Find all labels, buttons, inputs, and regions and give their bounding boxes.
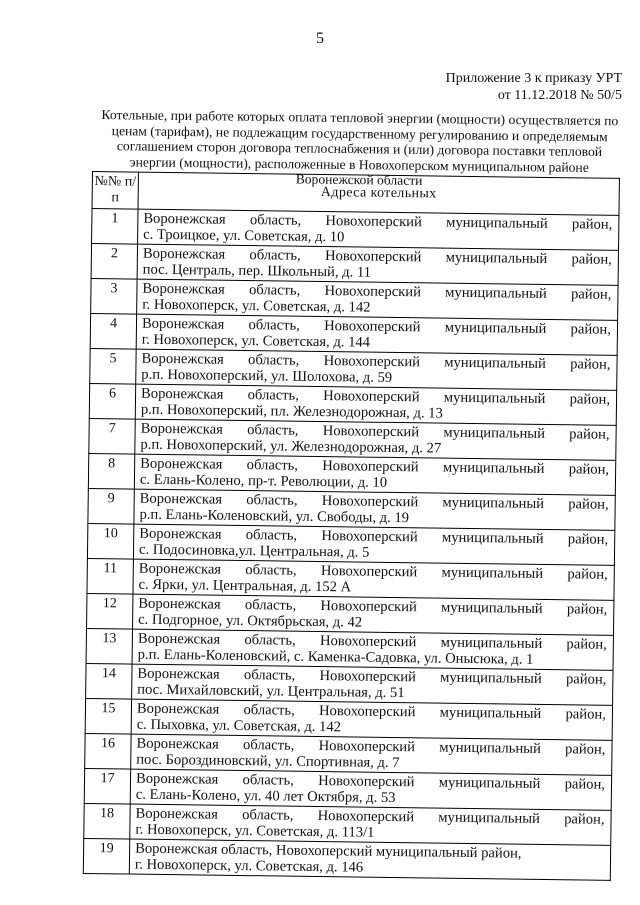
address-locality-line: г. Новохоперск, ул. Советская, д. 144 <box>141 331 371 351</box>
address-region-line: Воронежская область, Новохоперский муниципальный район, <box>141 315 612 338</box>
address-locality-line: с. Елань-Колено, ул. 40 лет Октября, д. 53 <box>135 786 396 807</box>
address-locality-line: с. Подгорное, ул. Октябрьская, д. 42 <box>138 611 363 631</box>
address-locality-line: г. Новохоперск, ул. Советская, д. 146 <box>134 856 364 876</box>
address-region-line: Воронежская область, Новохоперский муниципальный район, <box>141 350 611 373</box>
appendix-line-2: от 11.12.2018 № 50/5 <box>497 88 622 103</box>
row-number: 10 <box>87 523 133 559</box>
row-number: 19 <box>83 838 129 874</box>
address-locality-line: р.п. Новохоперский, ул. Железнодорожная, д. 27 <box>140 436 442 457</box>
boiler-addresses-table-wrapper <box>83 171 620 881</box>
address-locality-line: с. Троицкое, ул. Советская, д. 10 <box>143 226 345 246</box>
row-number: 3 <box>91 278 137 314</box>
address-region-line: Воронежская область, Новохоперский муниципальный район, <box>140 385 611 408</box>
address-locality-line: р.п. Новохоперский, ул. Шолохова, д. 59 <box>141 366 393 386</box>
row-number: 8 <box>88 453 134 489</box>
page-number: 5 <box>316 30 324 47</box>
boiler-addresses-table <box>83 171 620 881</box>
address-region-line: Воронежская область, Новохоперский муниципальный район, <box>137 665 607 688</box>
address-locality-line: пос. Централь, пер. Школьный, д. 11 <box>142 261 372 281</box>
address-locality-line: р.п. Елань-Коленовский, с. Каменка-Садовка, ул. Онысюка, д. 1 <box>137 646 534 668</box>
document-heading: Котельные, при работе которых оплата тепловой энергии (мощности) осуществляется по ценам (тарифам), не подлежащим государственному регулированию и определяемым соглашением сторон договора теплоснабжения и (или) договора поставки тепловой энергии (мощности), расположенные в Новохоперском муниципальном районе Воронежской области <box>101 107 619 188</box>
address-locality-line: с. Ярки, ул. Центральная, д. 152 А <box>138 576 352 596</box>
row-number: 11 <box>87 558 133 594</box>
row-number: 7 <box>89 418 135 454</box>
address-region-line: Воронежская область, Новохоперский муниципальный район, <box>137 630 607 653</box>
table-body <box>83 209 619 881</box>
appendix-line-1: Приложение 3 к приказу УРТ <box>445 71 622 86</box>
address-region-line: Воронежская область, Новохоперский муниципальный район, <box>142 245 612 268</box>
address-region-line: Воронежская область, Новохоперский муниципальный район, <box>138 595 608 618</box>
row-number: 15 <box>85 698 131 734</box>
address-locality-line: с. Елань-Колено, пр-т. Революции, д. 10 <box>139 471 388 491</box>
address-locality-line: р.п. Елань-Коленовский, ул. Свободы, д. 19 <box>139 506 410 527</box>
address-locality-line: с. Подосиновка,ул. Центральная, д. 5 <box>138 541 370 561</box>
address-region-line: Воронежская область, Новохоперский муниципальный район, <box>139 525 609 548</box>
address-locality-line: с. Пыховка, ул. Советская, д. 142 <box>136 716 342 736</box>
address-region-line: Воронежская область, Новохоперский муниципальный район, <box>142 280 612 303</box>
address-region-line: Воронежская область, Новохоперский муниципальный район, <box>135 805 605 828</box>
row-number: 4 <box>90 313 136 349</box>
header-address: Адреса котельных <box>138 172 619 215</box>
address-locality-line: г. Новохоперск, ул. Советская, д. 113/1 <box>135 821 375 841</box>
address-locality-line: пос. Михайловский, ул. Центральная, д. 51 <box>137 681 405 702</box>
row-number: 6 <box>89 383 135 419</box>
row-number: 13 <box>86 628 132 664</box>
address-locality-line: г. Новохоперск, ул. Советская, д. 142 <box>142 296 371 316</box>
row-number: 16 <box>85 733 131 769</box>
address-region-line: Воронежская область, Новохоперский муниципальный район, <box>136 735 606 758</box>
row-number: 1 <box>92 209 138 245</box>
row-number: 5 <box>90 348 136 384</box>
address-locality-line: пос. Бороздиновский, ул. Спортивная, д. 7 <box>136 751 400 772</box>
address-region-line: Воронежская область, Новохоперский муниципальный район, <box>140 420 610 443</box>
appendix-reference <box>446 70 622 104</box>
address-region-line: Воронежская область, Новохоперский муниципальный район, <box>136 700 606 723</box>
address-region-line: Воронежская область, Новохоперский муниципальный район, <box>135 770 606 793</box>
row-number: 9 <box>88 488 134 524</box>
row-number: 12 <box>87 593 133 629</box>
address-region-line: Воронежская область, Новохоперский муниципальный район, <box>138 560 608 583</box>
table-row <box>83 838 610 880</box>
header-number: №№ п/п <box>92 172 138 210</box>
row-number: 14 <box>86 663 132 699</box>
address-locality-line: р.п. Новохоперский, пл. Железнодорожная, д. 13 <box>140 401 443 422</box>
row-number: 18 <box>84 803 130 839</box>
address-region-line: Воронежская область, Новохоперский муниципальный район, <box>135 840 522 862</box>
row-number: 2 <box>91 244 137 280</box>
address-region-line: Воронежская область, Новохоперский муниципальный район, <box>143 210 613 233</box>
row-number: 17 <box>84 768 130 804</box>
address-region-line: Воронежская область, Новохоперский муниципальный район, <box>140 455 610 478</box>
address-region-line: Воронежская область, Новохоперский муниципальный район, <box>139 490 609 513</box>
row-address <box>129 839 610 880</box>
